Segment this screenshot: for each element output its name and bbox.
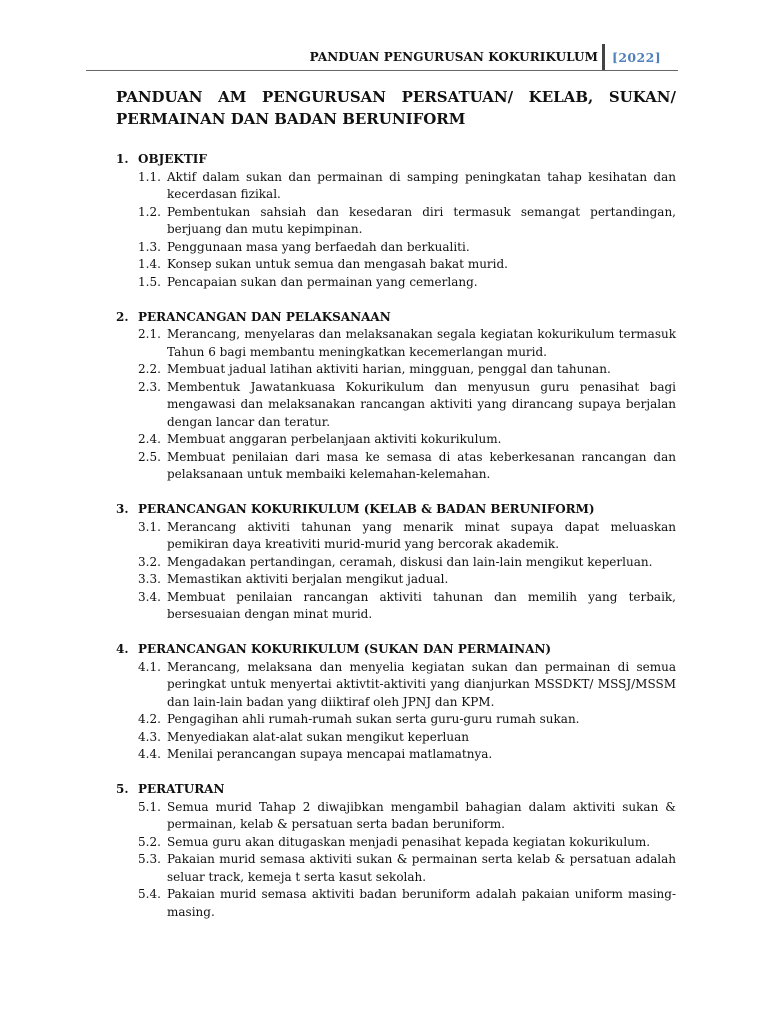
document-body xyxy=(116,151,676,939)
item-number: 3.3. xyxy=(138,572,161,586)
item-number: 3.1. xyxy=(138,519,161,534)
list-item xyxy=(116,326,676,361)
section-number: 1. xyxy=(116,152,129,166)
item-text: Membuat anggaran perbelanjaan aktiviti kokurikulum. xyxy=(167,432,502,446)
item-text: Memastikan aktiviti berjalan mengikut jadual. xyxy=(167,572,449,586)
section-title: PERANCANGAN DAN PELAKSANAAN xyxy=(138,309,391,324)
item-number: 5.1. xyxy=(138,799,161,814)
item-number: 1.3. xyxy=(138,239,161,254)
document-title xyxy=(116,86,676,130)
item-number: 3.2. xyxy=(138,554,161,569)
list-item xyxy=(116,274,676,292)
item-number: 2.2. xyxy=(138,362,161,376)
header-separator xyxy=(602,44,605,70)
item-text: Pembentukan sahsiah dan kesedaran diri termasuk semangat pertandingan, berjuang dan mutu kepimpinan. xyxy=(167,204,676,236)
list-item xyxy=(116,746,676,764)
item-number: 2.4. xyxy=(138,432,161,446)
item-number: 1.2. xyxy=(138,204,161,219)
list-item xyxy=(116,799,676,834)
item-text: Membuat penilaian rancangan aktiviti tahunan dan memilih yang terbaik, bersesuaian dengan minat murid. xyxy=(167,589,676,621)
section-heading xyxy=(116,781,676,799)
item-number: 3.4. xyxy=(138,589,161,604)
section-number: 4. xyxy=(116,642,129,656)
item-text: Pakaian murid semasa aktiviti sukan & permainan serta kelab & persatuan adalah seluar track, kemeja t serta kasut sekolah. xyxy=(167,852,676,884)
item-number: 2.5. xyxy=(138,449,161,464)
list-item xyxy=(116,589,676,624)
item-number: 2.1. xyxy=(138,327,161,341)
item-text: Semua murid Tahap 2 diwajibkan mengambil bahagian dalam aktiviti sukan & permainan, kelab & persatuan serta badan beruniform. xyxy=(167,799,676,831)
item-text: Aktif dalam sukan dan permainan di samping peningkatan tahap kesihatan dan kecerdasan fizikal. xyxy=(167,169,676,201)
item-text: Merancang, melaksana dan menyelia kegiatan sukan dan permainan di semua peringkat untuk menyertai aktivtit-aktiviti yang dianjurkan MSSDKT/ MSSJ/MSSM dan lain-lain badan yang diiktiraf oleh JPNJ dan KPM. xyxy=(167,659,676,709)
section-title: PERANCANGAN KOKURIKULUM (SUKAN DAN PERMAINAN) xyxy=(138,642,552,656)
list-item xyxy=(116,204,676,239)
list-item xyxy=(116,379,676,432)
item-number: 4.4. xyxy=(138,747,161,761)
list-item xyxy=(116,834,676,852)
item-text: Mengadakan pertandingan, ceramah, diskusi dan lain-lain mengikut keperluan. xyxy=(167,554,653,569)
list-item xyxy=(116,169,676,204)
section-objektif xyxy=(116,151,676,291)
item-number: 4.2. xyxy=(138,712,161,726)
page-header xyxy=(86,44,678,71)
item-text: Pengagihan ahli rumah-rumah sukan serta guru-guru rumah sukan. xyxy=(167,712,580,726)
section-heading xyxy=(116,151,676,169)
list-item xyxy=(116,361,676,379)
section-peraturan xyxy=(116,781,676,921)
item-text: Menilai perancangan supaya mencapai matlamatnya. xyxy=(167,747,493,761)
list-item xyxy=(116,519,676,554)
list-item xyxy=(116,886,676,921)
item-number: 1.1. xyxy=(138,169,161,184)
item-text: Penggunaan masa yang berfaedah dan berkualiti. xyxy=(167,239,470,254)
item-text: Pencapaian sukan dan permainan yang cemerlang. xyxy=(167,274,478,289)
item-text: Semua guru akan ditugaskan menjadi penasihat kepada kegiatan kokurikulum. xyxy=(167,834,651,849)
item-text: Konsep sukan untuk semua dan mengasah bakat murid. xyxy=(167,257,508,271)
list-item xyxy=(116,256,676,274)
item-text: Membuat penilaian dari masa ke semasa di atas keberkesanan rancangan dan pelaksanaan untuk membaiki kelemahan-kelemahan. xyxy=(167,449,676,481)
item-number: 1.4. xyxy=(138,257,161,271)
item-text: Menyediakan alat-alat sukan mengikut keperluan xyxy=(167,729,470,744)
header-year: [2022] xyxy=(612,50,662,65)
section-heading xyxy=(116,501,676,519)
item-text: Membuat jadual latihan aktiviti harian, mingguan, penggal dan tahunan. xyxy=(167,362,611,376)
item-number: 2.3. xyxy=(138,379,161,394)
section-title: PERATURAN xyxy=(138,782,225,796)
section-number: 3. xyxy=(116,502,129,516)
list-item xyxy=(116,571,676,589)
item-text: Membentuk Jawatankuasa Kokurikulum dan menyusun guru penasihat bagi mengawasi dan melaksanakan rancangan aktiviti yang dirancang supaya berjalan dengan lancar dan teratur. xyxy=(167,379,676,429)
item-number: 4.3. xyxy=(138,729,161,744)
section-perancangan-pelaksanaan xyxy=(116,309,676,484)
item-number: 5.3. xyxy=(138,852,161,866)
section-kokurikulum-sukan xyxy=(116,641,676,764)
section-title: PERANCANGAN KOKURIKULUM (KELAB & BADAN BERUNIFORM) xyxy=(138,502,595,516)
document-title-line-1: PANDUAN AM PENGURUSAN PERSATUAN/ KELAB, SUKAN/ xyxy=(116,88,676,106)
list-item xyxy=(116,729,676,747)
section-heading xyxy=(116,309,676,327)
section-kokurikulum-kelab xyxy=(116,501,676,624)
item-number: 5.4. xyxy=(138,887,161,901)
item-number: 1.5. xyxy=(138,274,161,289)
section-heading xyxy=(116,641,676,659)
item-text: Merancang, menyelaras dan melaksanakan segala kegiatan kokurikulum termasuk Tahun 6 bagi membantu meningkatkan kecemerlangan murid. xyxy=(167,327,676,359)
header-rule xyxy=(86,70,678,72)
list-item xyxy=(116,851,676,886)
list-item xyxy=(116,554,676,572)
item-number: 4.1. xyxy=(138,659,161,674)
list-item xyxy=(116,659,676,712)
item-number: 5.2. xyxy=(138,834,161,849)
section-number: 2. xyxy=(116,309,129,324)
list-item xyxy=(116,449,676,484)
list-item xyxy=(116,239,676,257)
section-title: OBJEKTIF xyxy=(138,152,207,166)
header-title: PANDUAN PENGURUSAN KOKURIKULUM xyxy=(309,50,598,64)
document-title-line-2: PERMAINAN DAN BADAN BERUNIFORM xyxy=(116,110,466,128)
section-number: 5. xyxy=(116,782,129,796)
item-text: Pakaian murid semasa aktiviti badan beruniform adalah pakaian uniform masing-masing. xyxy=(167,887,676,919)
list-item xyxy=(116,431,676,449)
list-item xyxy=(116,711,676,729)
item-text: Merancang aktiviti tahunan yang menarik minat supaya dapat meluaskan pemikiran daya kreativiti murid-murid yang bercorak akademik. xyxy=(167,519,676,551)
